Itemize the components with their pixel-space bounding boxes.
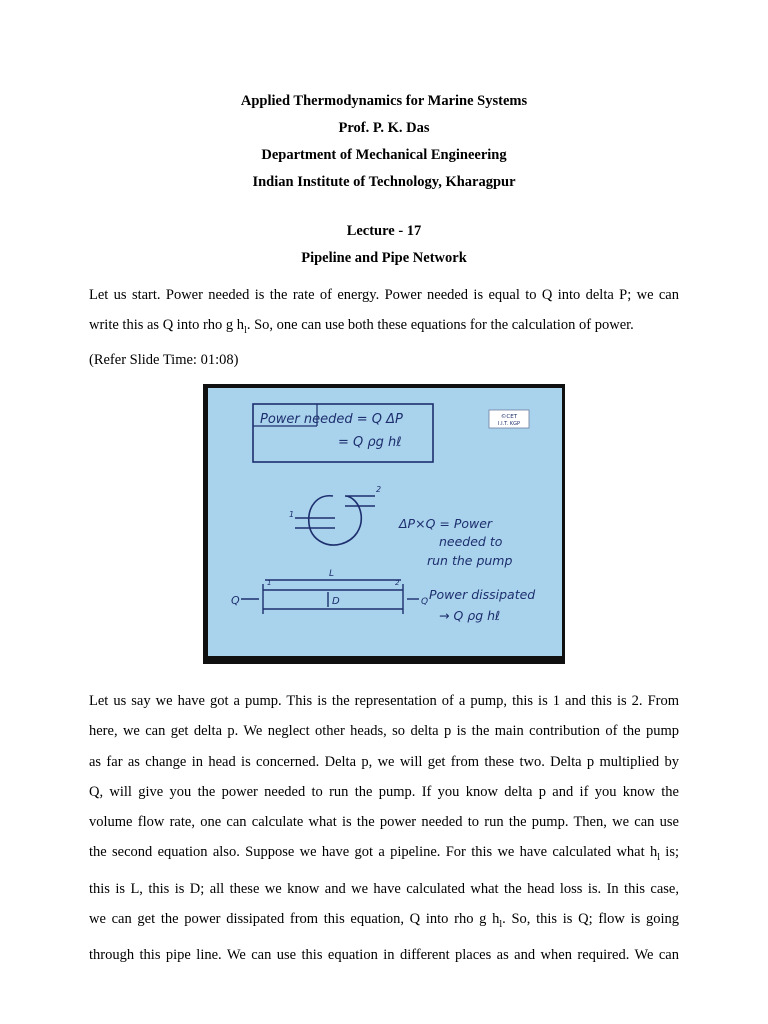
box-line-2: = Q ρg hℓ [338, 435, 402, 450]
intro-line: write this as Q into rho g $h_l$. So, one can use both these equations for the calculation of power. [89, 317, 634, 337]
slide-drawing [203, 384, 565, 664]
logo-text-2: I.I.T. KGP [498, 421, 520, 427]
pump-label-2: 2 [376, 485, 382, 494]
pipe-label-2: 2 [395, 579, 400, 587]
dissipated-line-2: → Q ρg hℓ [439, 608, 501, 623]
institute-name: Indian Institute of Technology, Kharagpur [252, 174, 516, 190]
body-line: Q, will give you the power needed to run the pump. If you know delta p and if you know the [89, 783, 679, 800]
pump-eq-line-3: run the pump [427, 553, 513, 568]
body-line: the second equation also. Suppose we have got a pipeline. For this we have calculated what $h_l$ is; [89, 844, 679, 864]
lecture-topic: Pipeline and Pipe Network [301, 250, 467, 266]
body-line: through this pipe line. We can use this equation in different places as and when required. We can [89, 947, 679, 964]
pipe-Q-out: Q [421, 597, 429, 607]
body-line: we can get the power dissipated from this equation, Q into rho g $h_l$. So, this is Q; flow is going [89, 910, 679, 930]
lecture-number: Lecture - 17 [346, 223, 422, 239]
professor-name: Prof. P. K. Das [338, 120, 430, 136]
body-line: here, we can get delta p. We neglect other heads, so delta p is the main contribution of the pump [89, 723, 679, 740]
pipe-label-1: 1 [267, 579, 272, 587]
course-title: Applied Thermodynamics for Marine Systems [240, 93, 528, 109]
pump-drawing [295, 496, 375, 545]
pipe-D-label: D [332, 596, 340, 607]
pump-label-1: 1 [289, 510, 295, 519]
pipe-L-label: L [329, 569, 335, 579]
body-line: as far as change in head is concerned. Delta p, we will get from these two. Delta p multiplied by [89, 753, 679, 770]
dissipated-line-1: Power dissipated [429, 587, 536, 602]
refer-slide-time: (Refer Slide Time: 01:08) [89, 352, 239, 368]
department-name: Department of Mechanical Engineering [261, 147, 507, 163]
lecture-slide-image [203, 384, 565, 664]
pump-eq-line-1: ΔP×Q = Power [399, 516, 493, 531]
body-paragraph [89, 686, 679, 970]
intro-paragraph [89, 280, 679, 346]
logo-text-1: ©CET [500, 414, 518, 420]
pipe-Q-in: Q [231, 594, 240, 607]
body-line: Let us say we have got a pump. This is the representation of a pump, this is 1 and this is 2. From [89, 693, 679, 709]
intro-line: Let us start. Power needed is the rate of energy. Power needed is equal to Q into delta P; we can [89, 287, 679, 303]
pump-eq-line-2: needed to [439, 534, 503, 549]
body-line: volume flow rate, one can calculate what is the power needed to run the pump. Then, we can use [89, 814, 679, 831]
box-line-1: Power needed = Q ΔP [260, 412, 403, 427]
body-line: this is L, this is D; all these we know and we have calculated what the head loss is. In this case, [89, 880, 679, 897]
